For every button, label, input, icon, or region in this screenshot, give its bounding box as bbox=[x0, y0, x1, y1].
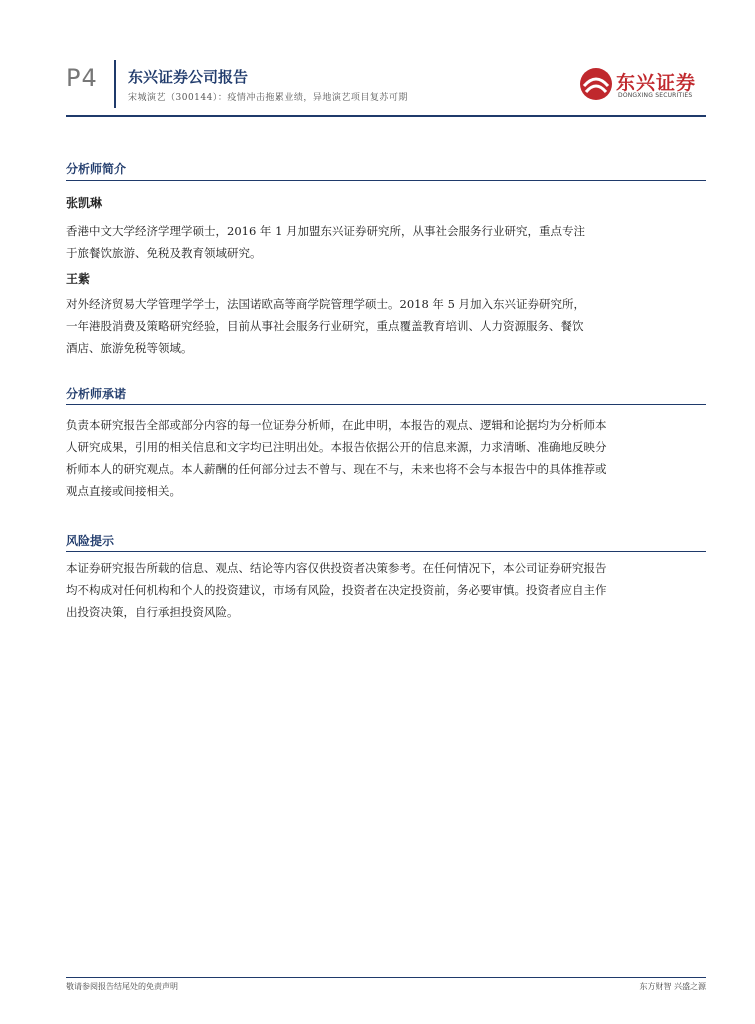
section-rule bbox=[66, 551, 706, 552]
section-title-analyst-commitment: 分析师承诺 bbox=[66, 387, 127, 401]
analyst-bio bbox=[66, 293, 694, 359]
bio-line: 一年港股消费及策略研究经验，目前从事社会服务行业研究，重点覆盖教育培训、人力资源服务、餐饮 bbox=[66, 319, 584, 333]
analyst-name: 张凯琳 bbox=[66, 196, 103, 210]
paragraph-line: 均不构成对任何机构和个人的投资建议，市场有风险，投资者在决定投资前，务必要审慎。投资者应自主作 bbox=[66, 583, 607, 597]
paragraph-line: 观点直接或间接相关。 bbox=[66, 484, 181, 498]
risk-paragraph bbox=[66, 557, 694, 623]
header-divider bbox=[114, 60, 116, 108]
footer-rule bbox=[66, 977, 706, 978]
section-rule bbox=[66, 180, 706, 181]
analyst-name: 王紫 bbox=[66, 272, 91, 286]
logo-english: DONGXING SECURITIES bbox=[618, 92, 693, 99]
paragraph-line: 本证券研究报告所载的信息、观点、结论等内容仅供投资者决策参考。在任何情况下，本公司证券研究报告 bbox=[66, 561, 607, 575]
footer-disclaimer: 敬请参阅报告结尾处的免责声明 bbox=[66, 982, 178, 991]
paragraph-line: 析师本人的研究观点。本人薪酬的任何部分过去不曾与、现在不与，未来也将不会与本报告中的具体推荐或 bbox=[66, 462, 607, 476]
analyst-bio bbox=[66, 220, 694, 264]
page-number: P4 bbox=[66, 64, 98, 92]
logo-text: 东兴证券 bbox=[616, 72, 697, 94]
bio-line: 于旅餐饮旅游、免税及教育领域研究。 bbox=[66, 246, 262, 260]
section-title-analyst-intro: 分析师简介 bbox=[66, 162, 127, 176]
report-subtitle: 宋城演艺（300144）：疫情冲击拖累业绩，异地演艺项目复苏可期 bbox=[128, 93, 408, 103]
bio-line: 酒店、旅游免税等领域。 bbox=[66, 341, 193, 355]
paragraph-line: 人研究成果，引用的相关信息和文字均已注明出处。本报告依据公开的信息来源，力求清晰、准确地反映分 bbox=[66, 440, 607, 454]
section-rule bbox=[66, 404, 706, 405]
bio-line: 香港中文大学经济学理学硕士，2016 年 1 月加盟东兴证券研究所，从事社会服务行业研究，重点专注 bbox=[66, 224, 586, 238]
header-rule bbox=[66, 115, 706, 117]
report-type-title: 东兴证券公司报告 bbox=[128, 68, 249, 86]
paragraph-line: 出投资决策，自行承担投资风险。 bbox=[66, 605, 239, 619]
commitment-paragraph bbox=[66, 414, 694, 502]
paragraph-line: 负责本研究报告全部或部分内容的每一位证券分析师，在此申明，本报告的观点、逻辑和论据均为分析师本 bbox=[66, 418, 607, 432]
section-title-risk-notice: 风险提示 bbox=[66, 534, 115, 548]
footer-slogan: 东方财智 兴盛之源 bbox=[639, 982, 706, 991]
bio-line: 对外经济贸易大学管理学学士，法国诺欧高等商学院管理学硕士。2018 年 5 月加入东兴证券研究所， bbox=[66, 297, 586, 311]
